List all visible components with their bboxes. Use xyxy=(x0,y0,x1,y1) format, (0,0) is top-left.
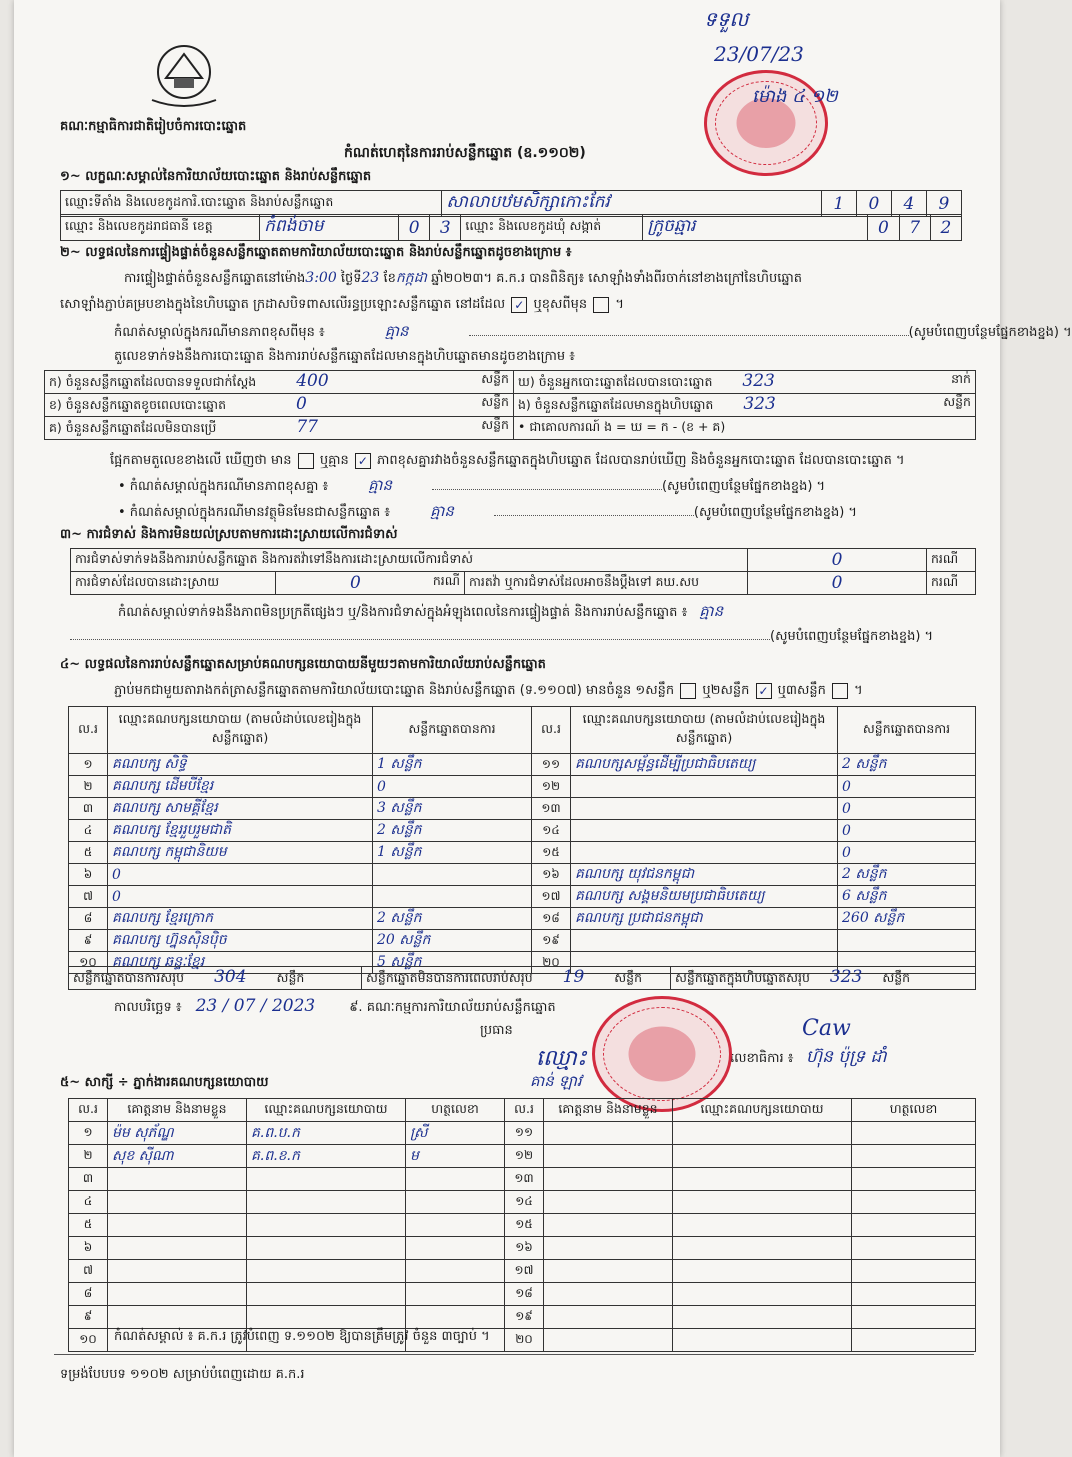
section-2-title: ២~ លទ្ធផលនៃការផ្ទៀងផ្ទាត់ចំនួនសន្លឹកឆ្នោតតាមការិយាល័យបោះឆ្នោត និងរាប់សន្លឹកឆ្នោតដូចខាងក្រោម ៖ xyxy=(60,245,572,260)
party-row: ៤ គណបក្ស ខ្មែររួបរួមជាតិ 2 សន្លឹក ១៤ 0 xyxy=(69,820,976,842)
row-kha: ខ) ចំនួនសន្លឹកឆ្នោតខូចពេលបោះឆ្នោត 0 សន្លឹក xyxy=(45,394,514,417)
chair-signature: ឈ្មោះ xyxy=(536,1046,587,1071)
witness-row: ១០ ២០ xyxy=(69,1329,976,1352)
party-row: ៥ គណបក្ស កម្ពុជានិយម 1 សន្លឹក ១៥ 0 xyxy=(69,842,976,864)
witness-row: ៣ ១៣ xyxy=(69,1168,976,1191)
secretary-name: ហ៊ុន ប៉ុទ្រ ដាំ xyxy=(806,1047,887,1067)
row-nga: ង) ចំនួនសន្លឹកឆ្នោតដែលមានក្នុងហិបឆ្នោត 323 សន្លឹក xyxy=(514,394,976,417)
chair-name: គាន់ ឡាវ xyxy=(530,1072,582,1090)
seal-incorrect-checkbox[interactable] xyxy=(593,297,609,313)
witness-row: ៨ ១៨ xyxy=(69,1283,976,1306)
comparison-line: ផ្អែកតាមតួលេខខាងលើ ឃើញថា មាន ឬគ្មាន ✓ ភាពខុសគ្នារវាងចំនួនសន្លឹកឆ្នោតក្នុងហិបឆ្នោត ដែលបានរាប់ឃើញ និងចំនួនអ្នកបោះឆ្នោត ដែលបានបោះឆ្នោត ។ xyxy=(110,453,905,468)
witness-row: ៩ ១៩ xyxy=(69,1306,976,1329)
total-box: សន្លឹកឆ្នោតក្នុងហិបឆ្នោតសរុប 323 សន្លឹក xyxy=(671,967,976,990)
received-note: ទទួល xyxy=(704,7,749,31)
secretary-label: លេខាធិការ ៖ xyxy=(730,1051,794,1066)
received-date: 23/07/23 xyxy=(714,42,804,66)
party-results-table: ល.រ ឈ្មោះគណបក្សនយោបាយ (តាមលំដាប់លេខរៀងក្នុងសន្លឹកឆ្នោត) សន្លឹកឆ្នោតបានការ ល.រ ឈ្មោះគណបក្សនយោបាយ (តាមលំដាប់លេខរៀងក្នុងសន្លឹកឆ្នោត) សន្លឹកឆ្នោតបានការ ១ គណបក្ស សិទ្ធិ 1 សន្លឹក ១១ គណបក្សសម្ព័ន្ធដើម្បីប្រជាធិបតេយ្យ 2 សន្លឹក ២ គណបក្ស ដើមបីខ្មែរ 0 ១២ 0 ៣ គណបក្ស សាមគ្គីខ្មែរ 3 សន្លឹក ១៣ 0 ៤ គណបក្ស ខ្មែររួបរួមជាតិ 2 សន្លឹក ១៤ 0 ៥ គណបក្ស កម្ពុជានិយម 1 សន្លឹក ១៥ 0 ៦ 0 ១៦ គណបក្ស យុវជនកម្ពុជា 2 សន្លឹក ៧ 0 ១៧ គណបក្ស សង្គមនិយមប្រជាធិបតេយ្យ 6 សន្លឹក ៨ គណបក្ស ខ្មែរក្រោក 2 សន្លឹក ១៨ គណបក្ស ប្រជាជនកម្ពុជា 260 សន្លឹក ៩ គណបក្ស ហ្វ៊ុនស៊ិនប៉ិច 20 សន្លឹក ១៩ ១០ គណបក្ស ឆន្ទៈខ្មែរ 5 សន្លឹក ២០ xyxy=(68,706,976,974)
row-gha: ឃ) ចំនួនអ្នកបោះឆ្នោតដែលបានបោះឆ្នោត 323 នាក់ xyxy=(514,371,976,394)
date-line: កាលបរិច្ឆេទ ៖ 23 / 07 / 2023 ៩. គណៈកម្មការការិយាល័យរាប់សន្លឹកឆ្នោត xyxy=(114,996,556,1016)
formula: • ជាគោលការណ៍ ង = ឃ = ក - (ខ + គ) xyxy=(514,417,976,440)
committee-name: គណៈកម្មាធិការជាតិរៀបចំការបោះឆ្នោត xyxy=(60,119,247,134)
party-row: ៧ 0 ១៧ គណបក្ស សង្គមនិយមប្រជាធិបតេយ្យ 6 សន្លឹក xyxy=(69,886,976,908)
witness-table: ល.រ គោត្តនាម និងនាមខ្លួន ឈ្មោះគណបក្សនយោបាយ ហត្ថលេខា ល.រ គោត្តនាម និងនាមខ្លួន ឈ្មោះគណបក្សនយោបាយ ហត្ថលេខា ១ ម៉ម សុភ័ណ្ឌ គ.ព.ប.ក ស្រី ១១ ២ សុខ ស៊ីណា គ.ព.ខ.ក ម ១២ ៣ ១៣ ៤ ១៤ ៥ ១៥ ៦ ១៦ ៧ ១៧ ៨ ១៨ ៩ ១៩ ១០ ២០ xyxy=(68,1098,976,1352)
match-checkbox[interactable] xyxy=(298,453,314,469)
note-cause-line: • កំណត់សម្គាល់ក្នុងករណីមានវត្ថុមិនមែនជាសន្លឹកឆ្នោត ៖ គ្មាន (សូមបំពេញបន្ថែមផ្នែកខាងខ្នង) ។ xyxy=(118,502,858,520)
witness-row: ៧ ១៧ xyxy=(69,1260,976,1283)
section-3-title: ៣~ ការជំទាស់ និងការមិនយល់ស្របតាមការដោះស្រាយលើការជំទាស់ xyxy=(60,527,398,542)
row-ka: ក) ចំនួនសន្លឹកឆ្នោតដែលបានទទួលជាក់ស្តែង 400 សន្លឹក xyxy=(45,371,514,394)
seal-check-line-2: សោឡាំងភ្ជាប់គម្របខាងក្នុងនៃហិបឆ្នោត ក្រដាសបិទពាសលើរន្ធប្រឡោះសន្លឹកឆ្នោត នៅដដែល ✓ ឬខុសពីមុន ។ xyxy=(60,297,624,312)
party-row: ១០ គណបក្ស ឆន្ទៈខ្មែរ 5 សន្លឹក ២០ xyxy=(69,952,976,974)
province-value: កំពង់ចាម xyxy=(264,216,324,236)
secretary-signature: Caw xyxy=(802,1016,851,1041)
party-row: ៩ គណបក្ស ហ្វ៊ុនស៊ិនប៉ិច 20 សន្លឹក ១៩ xyxy=(69,930,976,952)
witness-row: ៥ ១៥ xyxy=(69,1214,976,1237)
seal-check-line-1: ការផ្ទៀងផ្ទាត់ចំនួនសន្លឹកឆ្នោតនៅម៉ោង3:00 ថ្ងៃទី23 ខែកក្កដា ឆ្នាំ២០២៣។ គ.ក.រ បានពិនិត្យ៖ សោឡាំងទាំងពីរចាក់នៅខាងក្រៅនៃហិបឆ្នោត xyxy=(124,270,802,286)
note-irregular-line: • កំណត់សម្គាល់ក្នុងករណីមានភាពខុសគ្នា ៖ គ្មាន (សូមបំពេញបន្ថែមផ្នែកខាងខ្នង) ។ xyxy=(118,476,826,494)
province-info-table: ឈ្មោះ និងលេខកូដរាជធានី ខេត្ត កំពង់ចាម 0 3 ឈ្មោះ និងលេខកូដឃុំ សង្កាត់ ក្រូចឆ្មារ 0 7 2 xyxy=(60,214,962,241)
complaints-table: ការជំទាស់ទាក់ទងនឹងការរាប់សន្លឹកឆ្នោត និងការតវ៉ាទៅនឹងការដោះស្រាយលើការជំទាស់ 0 ករណី ការជំទាស់ដែលបានដោះស្រាយ 0 ករណី ការតវ៉ា ឬការជំទាស់ដែលអាចនឹងប្តឹងទៅ គឃ.សប 0 ករណី xyxy=(70,548,976,595)
total-valid: សន្លឹកឆ្នោតបានការសរុប 304 សន្លឹក xyxy=(69,967,362,990)
footnote: កំណត់សម្គាល់ ៖ គ.ក.រ ត្រូវបំពេញ ទ.១១០២ ឱ្យបានត្រឹមត្រូវ ចំនួន ៣ច្បាប់ ។ xyxy=(114,1329,490,1344)
row-ko: គ) ចំនួនសន្លឹកឆ្នោតដែលមិនបានប្រើ 77 សន្លឹក xyxy=(45,417,514,440)
section-4-title: ៤~ លទ្ធផលនៃការរាប់សន្លឹកឆ្នោតសម្រាប់គណបក្សនយោបាយនីមួយៗតាមការិយាល័យរាប់សន្លឹកឆ្នោត xyxy=(60,657,546,672)
irregularity-note: កំណត់សម្គាល់ក្នុងករណីមានភាពខុសពីមុន ៖ គ្មាន (សូមបំពេញបន្ថែមផ្នែកខាងខ្នង) ។ xyxy=(114,322,1072,340)
province-label: ឈ្មោះ និងលេខកូដរាជធានី ខេត្ត xyxy=(61,215,260,241)
section-1-title: ១~ លក្ខណៈសម្គាល់នៃការិយាល័យបោះឆ្នោត និងរាប់សន្លឹកឆ្នោត xyxy=(60,169,372,184)
form-footer: ទម្រង់បែបបទ ១១០២ សម្រាប់បំពេញដោយ គ.ក.រ xyxy=(60,1367,305,1382)
complaint-note-fill: (សូមបំពេញបន្ថែមផ្នែកខាងខ្នង) ។ xyxy=(70,628,933,647)
committee-stamp xyxy=(592,996,732,1112)
party-row: ៨ គណបក្ស ខ្មែរក្រោក 2 សន្លឹក ១៨ គណបក្ស ប្រជាជនកម្ពុជា 260 សន្លឹក xyxy=(69,908,976,930)
seal-correct-checkbox[interactable]: ✓ xyxy=(511,297,527,313)
commune-label: ឈ្មោះ និងលេខកូដឃុំ សង្កាត់ xyxy=(461,215,643,241)
attachment-line: ភ្ជាប់មកជាមួយតារាងកត់ត្រាសន្លឹកឆ្នោតតាមការិយាល័យបោះឆ្នោត និងរាប់សន្លឹកឆ្នោត (ទ.១១០៧) មានចំនួន ១សន្លឹក ឬ២សន្លឹក ✓ ឬ៣សន្លឹក ។ xyxy=(114,683,863,698)
two-sheets-checkbox[interactable]: ✓ xyxy=(756,683,772,699)
ballot-count-table xyxy=(44,370,976,440)
witness-row: ២ សុខ ស៊ីណា គ.ព.ខ.ក ម ១២ xyxy=(69,1145,976,1168)
party-row: ៣ គណបក្ស សាមគ្គីខ្មែរ 3 សន្លឹក ១៣ 0 xyxy=(69,798,976,820)
station-info-table: ឈ្មោះទីតាំង និងលេខកូដការិ.បោះឆ្នោត និងរាប់សន្លឹកឆ្នោត សាលាបឋមសិក្សាកោះកែវ 1 0 4 9 xyxy=(60,190,962,217)
section-5-title: ៥~ សាក្សី ÷ ភ្នាក់ងារគណបក្សនយោបាយ xyxy=(60,1075,269,1090)
witness-row: ១ ម៉ម សុភ័ណ្ឌ គ.ព.ប.ក ស្រី ១១ xyxy=(69,1122,976,1145)
complaint-note: កំណត់សម្គាល់ទាក់ទងនឹងភាពមិនប្រក្រតីផ្សេងៗ ឬ/និងការជំទាស់ក្នុងអំឡុងពេលនៃការផ្ទៀងផ្ទាត់ និងការរាប់សន្លឹកឆ្នោត ៖ គ្មាន xyxy=(118,602,724,620)
witness-row: ៦ ១៦ xyxy=(69,1237,976,1260)
commune-value: ក្រូចឆ្មារ xyxy=(647,216,696,236)
counting-intro: តួលេខទាក់ទងនឹងការបោះឆ្នោត និងការរាប់សន្លឹកឆ្នោតដែលមានក្នុងហិបឆ្នោតមានដូចខាងក្រោម ៖ xyxy=(114,349,575,364)
nec-emblem-icon xyxy=(144,40,224,112)
witness-row: ៤ ១៤ xyxy=(69,1191,976,1214)
party-row: ១ គណបក្ស សិទ្ធិ 1 សន្លឹក ១១ គណបក្សសម្ព័ន្ធដើម្បីប្រជាធិបតេយ្យ 2 សន្លឹក xyxy=(69,754,976,776)
station-name-label: ឈ្មោះទីតាំង និងលេខកូដការិ.បោះឆ្នោត និងរាប់សន្លឹកឆ្នោត xyxy=(61,191,442,217)
chair-label: ប្រធាន xyxy=(480,1023,513,1038)
form-paper xyxy=(14,0,1072,1457)
mismatch-checkbox[interactable]: ✓ xyxy=(355,453,371,469)
received-time: ម៉ោង ៤ ១២ xyxy=(752,86,838,107)
total-invalid: សន្លឹកឆ្នោតមិនបានការពេលរាប់សរុប 19 សន្លឹក xyxy=(362,967,671,990)
party-row: ៦ 0 ១៦ គណបក្ស យុវជនកម្ពុជា 2 សន្លឹក xyxy=(69,864,976,886)
totals-table xyxy=(68,966,976,990)
party-row: ២ គណបក្ស ដើមបីខ្មែរ 0 ១២ 0 xyxy=(69,776,976,798)
form-title: កំណត់ហេតុនៃការរាប់សន្លឹកឆ្នោត (ឧ.១១០២) xyxy=(344,145,586,161)
station-name-value: សាលាបឋមសិក្សាកោះកែវ xyxy=(446,192,610,212)
